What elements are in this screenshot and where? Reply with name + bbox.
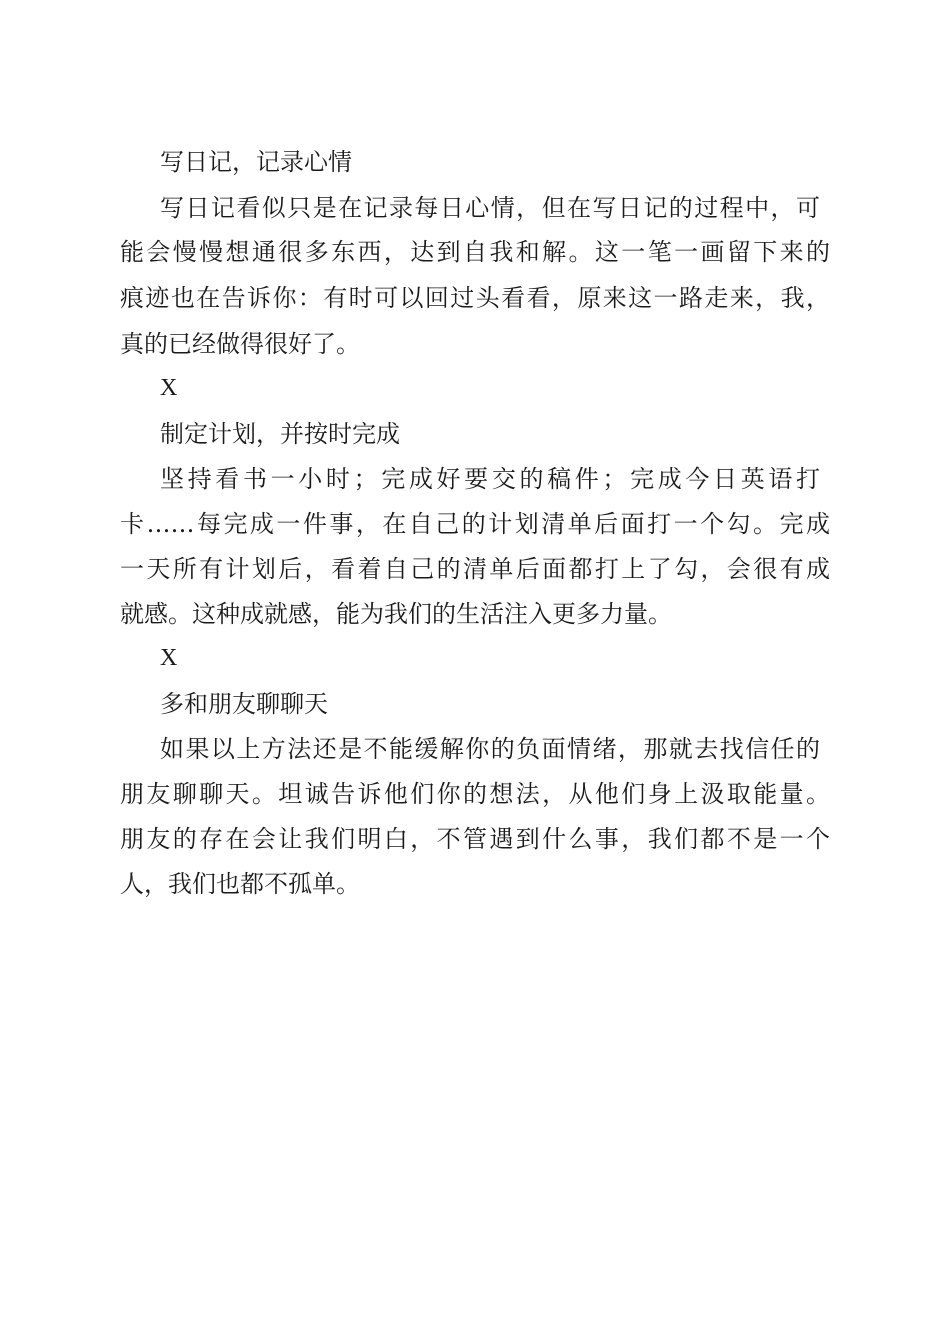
paragraph-line: 朋友的存在会让我们明白，不管遇到什么事，我们都不是一个 bbox=[120, 825, 830, 853]
paragraph-line: 人，我们也都不孤单。 bbox=[120, 870, 360, 898]
paragraph-line: 如果以上方法还是不能缓解你的负面情绪，那就去找信任的 bbox=[160, 735, 820, 763]
paragraph-line: 就感。这种成就感，能为我们的生活注入更多力量。 bbox=[120, 600, 672, 628]
section-separator: X bbox=[160, 375, 178, 401]
section-heading: 多和朋友聊聊天 bbox=[160, 690, 328, 718]
paragraph-line: 真的已经做得很好了。 bbox=[120, 330, 360, 358]
paragraph-line: 坚持看书一小时；完成好要交的稿件；完成今日英语打 bbox=[160, 465, 820, 493]
section-separator: X bbox=[160, 645, 178, 671]
paragraph-line: 一天所有计划后，看着自己的清单后面都打上了勾，会很有成 bbox=[120, 555, 830, 583]
paragraph-line: 痕迹也在告诉你：有时可以回过头看看，原来这一路走来，我， bbox=[120, 284, 830, 312]
section-heading: 写日记，记录心情 bbox=[160, 148, 352, 176]
section-heading: 制定计划，并按时完成 bbox=[160, 420, 400, 448]
paragraph-line: 朋友聊聊天。坦诚告诉他们你的想法，从他们身上汲取能量。 bbox=[120, 780, 830, 808]
paragraph-line: 卡……每完成一件事，在自己的计划清单后面打一个勾。完成 bbox=[120, 510, 830, 538]
paragraph-line: 写日记看似只是在记录每日心情，但在写日记的过程中，可 bbox=[160, 194, 820, 222]
paragraph-line: 能会慢慢想通很多东西，达到自我和解。这一笔一画留下来的 bbox=[120, 238, 830, 266]
